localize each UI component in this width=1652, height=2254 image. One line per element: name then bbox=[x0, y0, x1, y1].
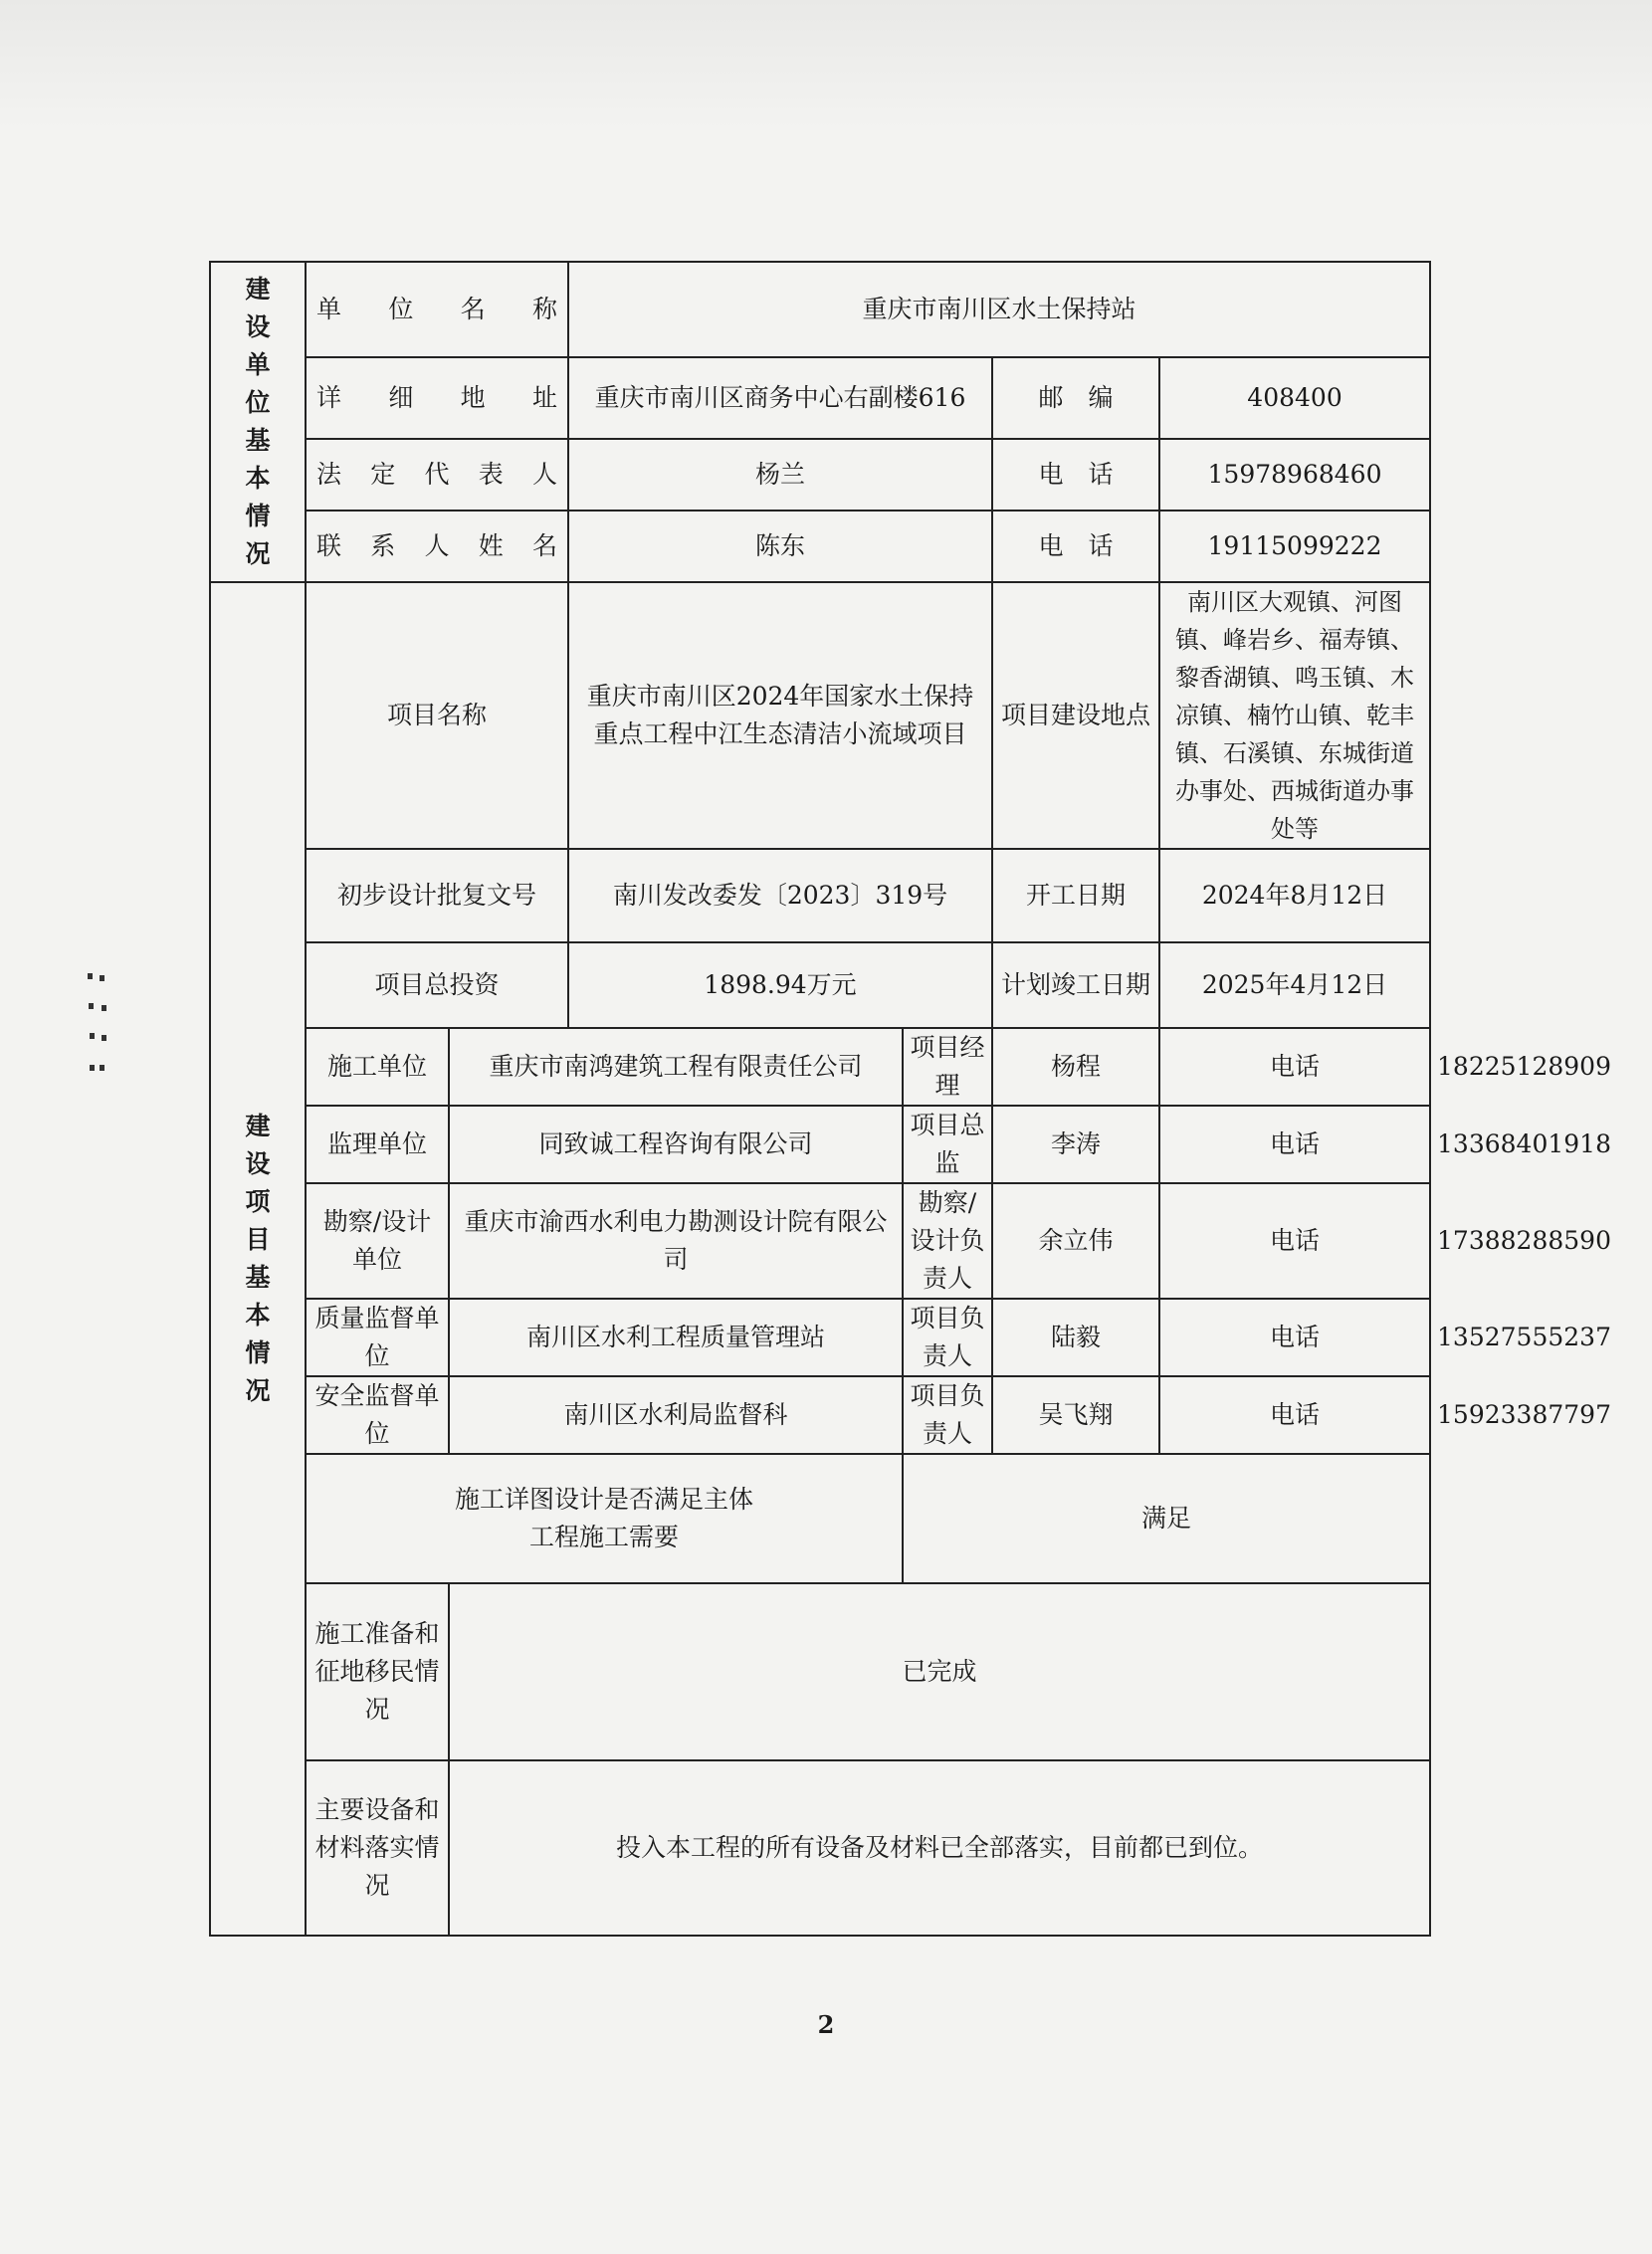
design-label: 施工详图设计是否满足主体工程施工需要 bbox=[306, 1454, 903, 1583]
start-date-label: 开工日期 bbox=[992, 849, 1159, 942]
registration-form-table bbox=[209, 261, 1611, 1937]
participant-person: 吴飞翔 bbox=[992, 1376, 1159, 1454]
participant-role-label: 项目总监 bbox=[903, 1106, 992, 1183]
location-label: 项目建设地点 bbox=[992, 582, 1159, 849]
participant-phone-label: 电话 bbox=[1159, 1183, 1430, 1299]
address-label: 详细地址 bbox=[306, 357, 568, 439]
approval-value: 南川发改委发〔2023〕319号 bbox=[568, 849, 992, 942]
scan-specks bbox=[86, 973, 115, 1093]
phone1-value: 15978968460 bbox=[1159, 439, 1430, 511]
participant-person: 陆毅 bbox=[992, 1299, 1159, 1376]
prep-label: 施工准备和征地移民情况 bbox=[306, 1583, 449, 1760]
legal-rep-value: 杨兰 bbox=[568, 439, 992, 511]
participant-role-label: 项目负责人 bbox=[903, 1299, 992, 1376]
participant-phone-label: 电话 bbox=[1159, 1299, 1430, 1376]
postcode-value: 408400 bbox=[1159, 357, 1430, 439]
approval-label: 初步设计批复文号 bbox=[306, 849, 568, 942]
participant-phone-label: 电话 bbox=[1159, 1376, 1430, 1454]
participant-unit-value: 重庆市渝西水利电力勘测设计院有限公司 bbox=[449, 1183, 903, 1299]
phone2-label: 电 话 bbox=[992, 511, 1159, 582]
participant-unit-value: 南川区水利工程质量管理站 bbox=[449, 1299, 903, 1376]
participant-unit-value: 南川区水利局监督科 bbox=[449, 1376, 903, 1454]
contact-label: 联系人姓名 bbox=[306, 511, 568, 582]
participant-phone-label: 电话 bbox=[1159, 1106, 1430, 1183]
design-value: 满足 bbox=[903, 1454, 1430, 1583]
participant-unit-label: 施工单位 bbox=[306, 1028, 449, 1106]
address-value: 重庆市南川区商务中心右副楼616 bbox=[568, 357, 992, 439]
postcode-label: 邮 编 bbox=[992, 357, 1159, 439]
participant-person: 杨程 bbox=[992, 1028, 1159, 1106]
participant-row: 勘察/设计单位 重庆市渝西水利电力勘测设计院有限公司 勘察/设计负责人 余立伟 电话 17388288590 bbox=[210, 1183, 1430, 1299]
equipment-value: 投入本工程的所有设备及材料已全部落实，目前都已到位。 bbox=[449, 1760, 1430, 1936]
participant-role-label: 项目负责人 bbox=[903, 1376, 992, 1454]
page-number: 2 bbox=[817, 2010, 835, 2039]
participant-person: 李涛 bbox=[992, 1106, 1159, 1183]
legal-rep-label: 法定代表人 bbox=[306, 439, 568, 511]
unit-name-label: 单位名称 bbox=[306, 262, 568, 357]
participant-unit-label: 质量监督单位 bbox=[306, 1299, 449, 1376]
location-value: 南川区大观镇、河图镇、峰岩乡、福寿镇、黎香湖镇、鸣玉镇、木凉镇、楠竹山镇、乾丰镇、石溪镇、东城街道办事处、西城街道办事处等 bbox=[1159, 582, 1430, 849]
equipment-label: 主要设备和材料落实情况 bbox=[306, 1760, 449, 1936]
contact-value: 陈东 bbox=[568, 511, 992, 582]
finish-date-label: 计划竣工日期 bbox=[992, 942, 1159, 1028]
participant-unit-value: 重庆市南鸿建筑工程有限责任公司 bbox=[449, 1028, 903, 1106]
participant-row: 监理单位 同致诚工程咨询有限公司 项目总监 李涛 电话 13368401918 bbox=[210, 1106, 1430, 1183]
phone2-value: 19115099222 bbox=[1159, 511, 1430, 582]
participant-role-label: 项目经理 bbox=[903, 1028, 992, 1106]
participant-person: 余立伟 bbox=[992, 1183, 1159, 1299]
project-name-value: 重庆市南川区2024年国家水土保持重点工程中江生态清洁小流域项目 bbox=[568, 582, 992, 849]
participant-unit-label: 安全监督单位 bbox=[306, 1376, 449, 1454]
project-section-label: 建设项目基本情况 bbox=[210, 582, 306, 1936]
prep-value: 已完成 bbox=[449, 1583, 1430, 1760]
participant-row: 质量监督单位 南川区水利工程质量管理站 项目负责人 陆毅 电话 13527555237 bbox=[210, 1299, 1430, 1376]
investment-value: 1898.94万元 bbox=[568, 942, 992, 1028]
start-date-value: 2024年8月12日 bbox=[1159, 849, 1430, 942]
finish-date-value: 2025年4月12日 bbox=[1159, 942, 1430, 1028]
participant-row: 安全监督单位 南川区水利局监督科 项目负责人 吴飞翔 电话 15923387797 bbox=[210, 1376, 1430, 1454]
project-name-label: 项目名称 bbox=[306, 582, 568, 849]
scan-shading bbox=[0, 0, 1652, 129]
participant-row: 施工单位 重庆市南鸿建筑工程有限责任公司 项目经理 杨程 电话 18225128909 bbox=[210, 1028, 1430, 1106]
phone1-label: 电 话 bbox=[992, 439, 1159, 511]
participant-unit-label: 勘察/设计单位 bbox=[306, 1183, 449, 1299]
unit-name-value: 重庆市南川区水土保持站 bbox=[568, 262, 1430, 357]
participant-unit-label: 监理单位 bbox=[306, 1106, 449, 1183]
unit-section-label: 建设单位基本情况 bbox=[210, 262, 306, 582]
participant-unit-value: 同致诚工程咨询有限公司 bbox=[449, 1106, 903, 1183]
participant-phone-label: 电话 bbox=[1159, 1028, 1430, 1106]
participant-role-label: 勘察/设计负责人 bbox=[903, 1183, 992, 1299]
investment-label: 项目总投资 bbox=[306, 942, 568, 1028]
